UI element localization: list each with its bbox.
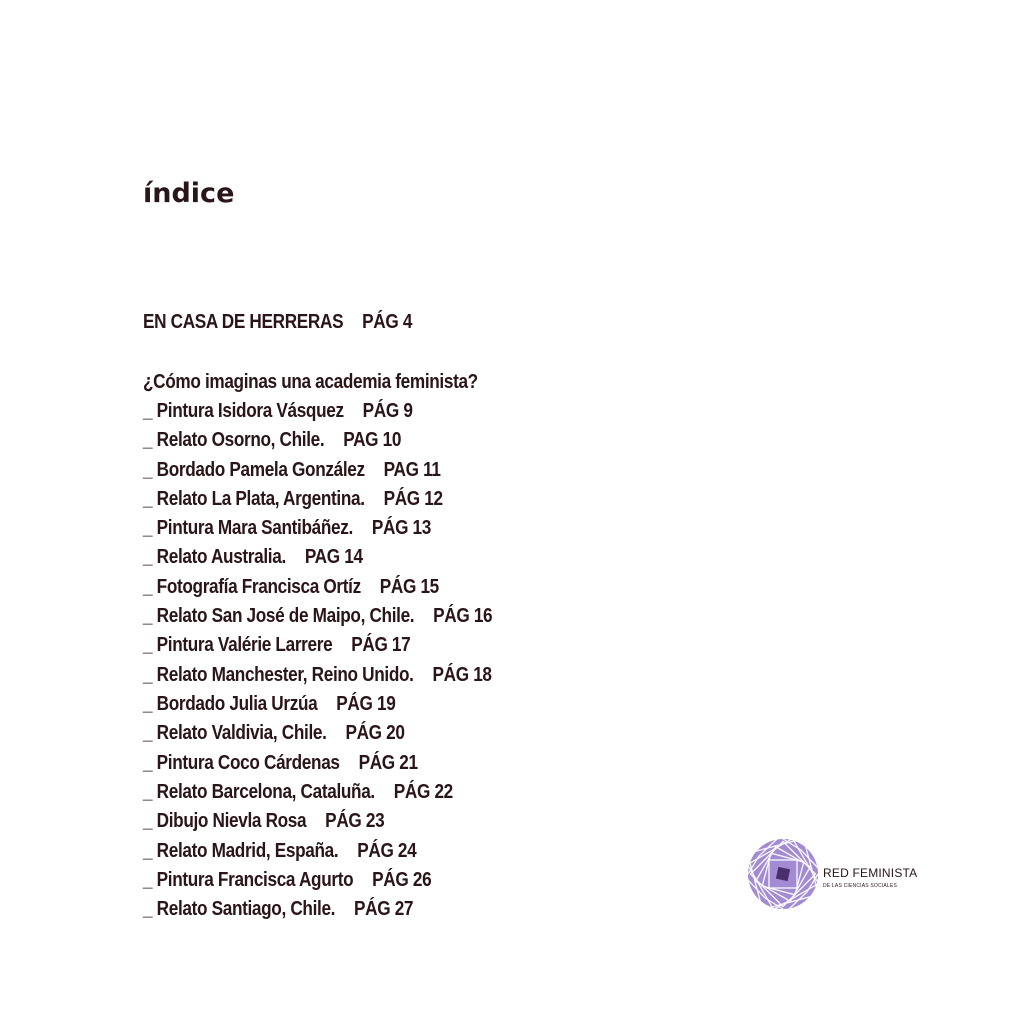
toc-entry-page: PÁG 16 xyxy=(433,605,493,627)
toc-entry xyxy=(143,429,401,452)
toc-entry-label: _ Relato Barcelona, Cataluña. xyxy=(143,781,375,803)
toc-entry xyxy=(143,752,418,775)
toc-entry xyxy=(143,693,395,716)
toc-entry-page: PAG 10 xyxy=(343,429,402,451)
toc-entry-page: PÁG 26 xyxy=(372,869,432,891)
toc-entry-page: PÁG 19 xyxy=(336,693,396,715)
toc-entry-page: PÁG 21 xyxy=(358,752,418,774)
logo-title: RED FEMINISTA xyxy=(823,866,918,880)
toc-entry-label: _ Relato Osorno, Chile. xyxy=(143,429,325,451)
toc-entry-label: _ Dibujo Nievla Rosa xyxy=(143,810,307,832)
toc-entry-label: _ Relato Madrid, España. xyxy=(143,840,339,862)
toc-entry-page: PÁG 24 xyxy=(357,840,417,862)
toc-entry xyxy=(143,546,363,569)
toc-entry-page: PAG 11 xyxy=(383,459,441,481)
toc-entry-page: PÁG 20 xyxy=(345,722,405,744)
toc-entry xyxy=(143,459,441,482)
toc-entry-label: _ Bordado Julia Urzúa xyxy=(143,693,318,715)
toc-entry-page: PÁG 13 xyxy=(371,517,431,539)
toc-entry xyxy=(143,605,492,628)
spiral-emblem-icon xyxy=(747,838,818,909)
toc-entry xyxy=(143,517,431,540)
toc-entry-label: _ Pintura Coco Cárdenas xyxy=(143,752,340,774)
toc-entry xyxy=(143,400,413,423)
toc-entry xyxy=(143,869,431,892)
toc-entry-label: _ Bordado Pamela González xyxy=(143,459,365,481)
toc-entry-label: _ Pintura Mara Santibáñez. xyxy=(143,517,353,539)
toc-entry-page: PÁG 15 xyxy=(379,576,439,598)
page-title: índice xyxy=(143,178,235,209)
toc-entry xyxy=(143,722,405,745)
toc-entry xyxy=(143,576,439,599)
toc-entry-page: PÁG 9 xyxy=(362,400,413,422)
toc-entry xyxy=(143,840,416,863)
toc-entry xyxy=(143,488,443,511)
toc-entry-page: PAG 14 xyxy=(304,546,363,568)
toc-entry-label: _ Relato Manchester, Reino Unido. xyxy=(143,664,414,686)
logo-subtitle: DE LAS CIENCIAS SOCIALES xyxy=(823,883,897,889)
toc-entry-page: PÁG 23 xyxy=(325,810,385,832)
toc-entry-label: _ Relato San José de Maipo, Chile. xyxy=(143,605,415,627)
toc-entry-page: PÁG 27 xyxy=(354,898,414,920)
toc-entry xyxy=(143,810,384,833)
toc-entry xyxy=(143,781,453,804)
toc-entry xyxy=(143,664,492,687)
toc-entry-label: _ Fotografía Francisca Ortíz xyxy=(143,576,361,598)
toc-entry-label: _ Relato Santiago, Chile. xyxy=(143,898,336,920)
toc-entry-label: _ Relato Australia. xyxy=(143,546,286,568)
toc-entry-label: _ Relato Valdivia, Chile. xyxy=(143,722,327,744)
toc-main-entry-label: EN CASA DE HERRERAS xyxy=(143,311,344,333)
toc-main-entry xyxy=(143,311,412,334)
section-heading: ¿Cómo imaginas una academia feminista? xyxy=(143,371,478,393)
toc-entry-label: _ Pintura Isidora Vásquez xyxy=(143,400,344,422)
toc-entry-page: PÁG 18 xyxy=(432,664,492,686)
toc-entry-page: PÁG 17 xyxy=(351,634,411,656)
toc-entry-label: _ Relato La Plata, Argentina. xyxy=(143,488,365,510)
toc-entry xyxy=(143,898,413,921)
toc-entry-label: _ Pintura Francisca Agurto xyxy=(143,869,354,891)
toc-entry-page: PÁG 12 xyxy=(383,488,443,510)
toc-entry xyxy=(143,634,410,657)
toc-entry-label: _ Pintura Valérie Larrere xyxy=(143,634,333,656)
toc-main-entry-page: PÁG 4 xyxy=(362,311,413,333)
toc-entry-page: PÁG 22 xyxy=(393,781,453,803)
